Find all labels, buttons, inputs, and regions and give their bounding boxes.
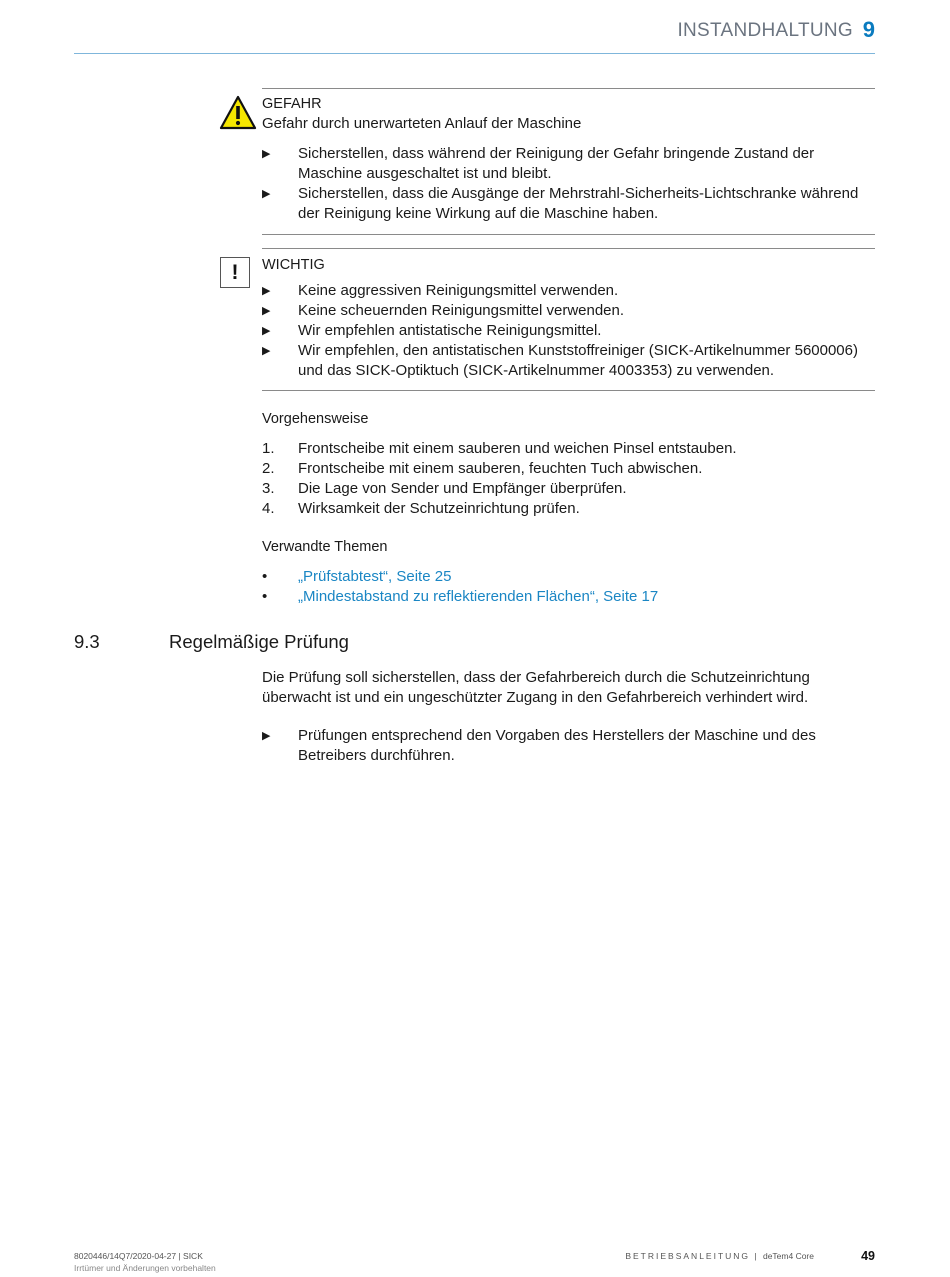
bullet-triangle-icon: ▶ xyxy=(262,730,271,742)
danger-bottom-rule xyxy=(262,234,875,235)
footer-product: deTem4 Core xyxy=(762,1251,814,1261)
danger-subtitle: Gefahr durch unerwarteten Anlauf der Maschine xyxy=(262,115,582,132)
important-top-rule xyxy=(262,248,875,249)
important-item: ▶ Keine scheuernden Reinigungsmittel verwenden. xyxy=(262,302,625,319)
exclamation-notice-icon: ! xyxy=(220,257,250,288)
footer-doc-type: BETRIEBSANLEITUNG | deTem4 Core xyxy=(625,1251,814,1261)
section-item: ▶ Prüfungen entsprechend den Vorgaben des Herstellers der Maschine und des Betreibers durchführen. xyxy=(262,727,816,764)
important-item: ▶ Wir empfehlen antistatische Reinigungsmittel. xyxy=(262,322,602,339)
section-paragraph: Die Prüfung soll sicherstellen, dass der Gefahrbereich durch die Schutzeinrichtung überwacht ist und ein ungeschützter Zugang in den Gefahrbereich verhindert wird. xyxy=(262,669,810,706)
section-title: Regelmäßige Prüfung xyxy=(169,631,349,652)
procedure-step: 4. Wirksamkeit der Schutzeinrichtung prüfen. xyxy=(262,500,580,517)
procedure-step: 3. Die Lage von Sender und Empfänger überprüfen. xyxy=(262,480,627,497)
procedure-step: 1. Frontscheibe mit einem sauberen und weichen Pinsel entstauben. xyxy=(262,440,737,457)
procedure-step: 2. Frontscheibe mit einem sauberen, feuchten Tuch abwischen. xyxy=(262,460,703,477)
bullet-dot-icon: • xyxy=(262,588,268,605)
related-link[interactable]: „Mindestabstand zu reflektierenden Flächen“, Seite 17 xyxy=(298,588,659,605)
important-bottom-rule xyxy=(262,390,875,391)
important-item: ▶ Keine aggressiven Reinigungsmittel verwenden. xyxy=(262,282,619,299)
bullet-triangle-icon: ▶ xyxy=(262,285,271,297)
chapter-number: 9 xyxy=(862,17,875,42)
bullet-triangle-icon: ▶ xyxy=(262,188,271,200)
danger-top-rule xyxy=(262,88,875,89)
footer-doc-info xyxy=(74,1250,216,1274)
bullet-triangle-icon: ▶ xyxy=(262,305,271,317)
procedure-heading: Vorgehensweise xyxy=(262,411,369,427)
related-link[interactable]: „Prüfstabtest“, Seite 25 xyxy=(298,568,452,585)
danger-item: ▶ Sicherstellen, dass die Ausgänge der Mehrstrahl-Sicherheits-Lichtschranke während der Reinigung keine Wirkung auf die Maschine haben. xyxy=(262,185,859,222)
bullet-triangle-icon: ▶ xyxy=(262,325,271,337)
header-divider xyxy=(74,53,875,54)
related-heading: Verwandte Themen xyxy=(262,539,388,555)
related-link-item xyxy=(262,587,875,607)
section-number: 9.3 xyxy=(74,631,100,652)
warning-triangle-icon xyxy=(219,95,257,131)
chapter-title: INSTANDHALTUNG xyxy=(677,20,853,41)
bullet-triangle-icon: ▶ xyxy=(262,148,271,160)
related-link-item xyxy=(262,567,875,587)
bullet-dot-icon: • xyxy=(262,568,268,585)
footer-disclaimer: Irrtümer und Änderungen vorbehalten xyxy=(74,1263,216,1273)
important-item: ▶ Wir empfehlen, den antistatischen Kunststoffreiniger (SICK-Artikelnummer 5600006) und das SICK-Optiktuch (SICK-Artikelnummer 4003353) zu verwenden. xyxy=(262,342,858,379)
danger-item: ▶ Sicherstellen, dass während der Reinigung der Gefahr bringende Zustand der Maschine ausgeschaltet ist und bleibt. xyxy=(262,145,815,182)
footer-doc-id: 8020446/14Q7/2020-04-27 | SICK xyxy=(74,1251,203,1261)
page-number: 49 xyxy=(861,1249,875,1263)
bullet-triangle-icon: ▶ xyxy=(262,345,271,357)
danger-title: GEFAHR xyxy=(262,96,322,112)
important-title: WICHTIG xyxy=(262,257,325,273)
